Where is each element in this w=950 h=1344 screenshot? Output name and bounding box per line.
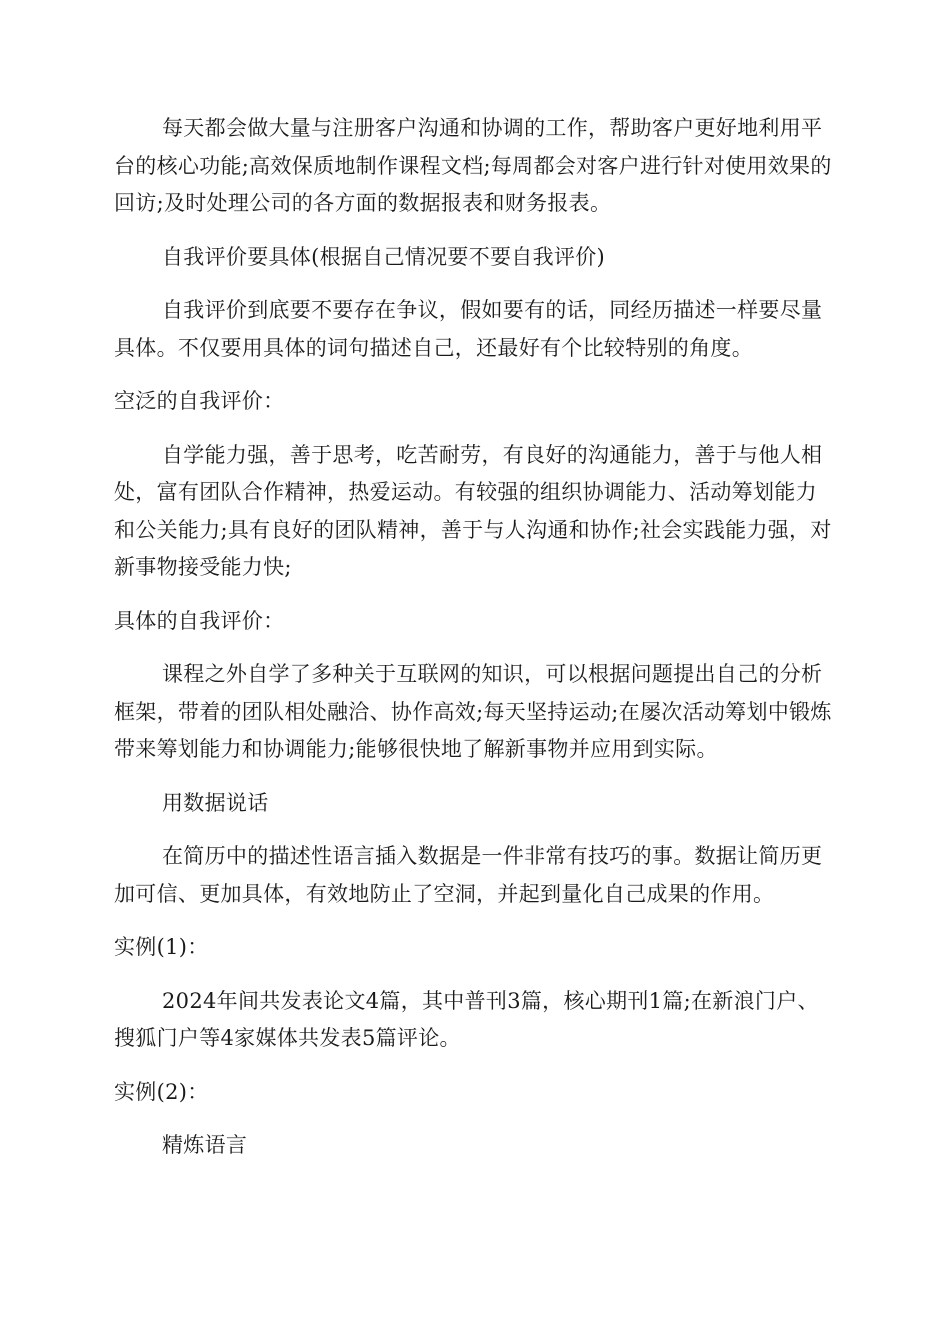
label-example-1: 实例(1)：: [114, 935, 209, 959]
label-vague-self-evaluation: 空泛的自我评价：: [114, 389, 285, 413]
label-example-2: 实例(2)：: [114, 1079, 209, 1104]
paragraph-self-evaluation-advice: 自我评价到底要不要存在争议，假如要有的话，同经历描述一样要尽量具体。不仅要用具体的词句描述自己，还最好有个比较特别的角度。: [114, 298, 823, 360]
heading-concise-language: 精炼语言: [162, 1133, 248, 1157]
document-body: [114, 110, 834, 1165]
paragraph-work-duties: 每天都会做大量与注册客户沟通和协调的工作，帮助客户更好地利用平台的核心功能;高效保质地制作课程文档;每周都会对客户进行针对使用效果的回访;及时处理公司的各方面的数据报表和财务报表。: [114, 116, 832, 215]
paragraph-data-advice: 在简历中的描述性语言插入数据是一件非常有技巧的事。数据让简历更加可信、更加具体，有效地防止了空洞，并起到量化自己成果的作用。: [114, 844, 823, 906]
heading-specific-self-evaluation: 自我评价要具体(根据自己情况要不要自我评价): [162, 244, 605, 269]
paragraph-example-1: 2024年间共发表论文4篇，其中普刊3篇，核心期刊1篇;在新浪门户、搜狐门户等4家媒体共发表5篇评论。: [114, 988, 819, 1050]
label-specific-self-evaluation: 具体的自我评价：: [114, 608, 285, 633]
heading-speak-with-data: 用数据说话: [162, 790, 269, 815]
paragraph-vague-example: 自学能力强，善于思考，吃苦耐劳，有良好的沟通能力，善于与他人相处，富有团队合作精神，热爱运动。有较强的组织协调能力、活动筹划能力和公关能力;具有良好的团队精神，善于与人沟通和协作;社会实践能力强，对新事物接受能力快;: [114, 442, 832, 579]
paragraph-specific-example: 课程之外自学了多种关于互联网的知识，可以根据问题提出自己的分析框架，带着的团队相处融洽、协作高效;每天坚持运动;在屡次活动筹划中锻炼带来筹划能力和协调能力;能够很快地了解新事物并应用到实际。: [114, 662, 832, 761]
